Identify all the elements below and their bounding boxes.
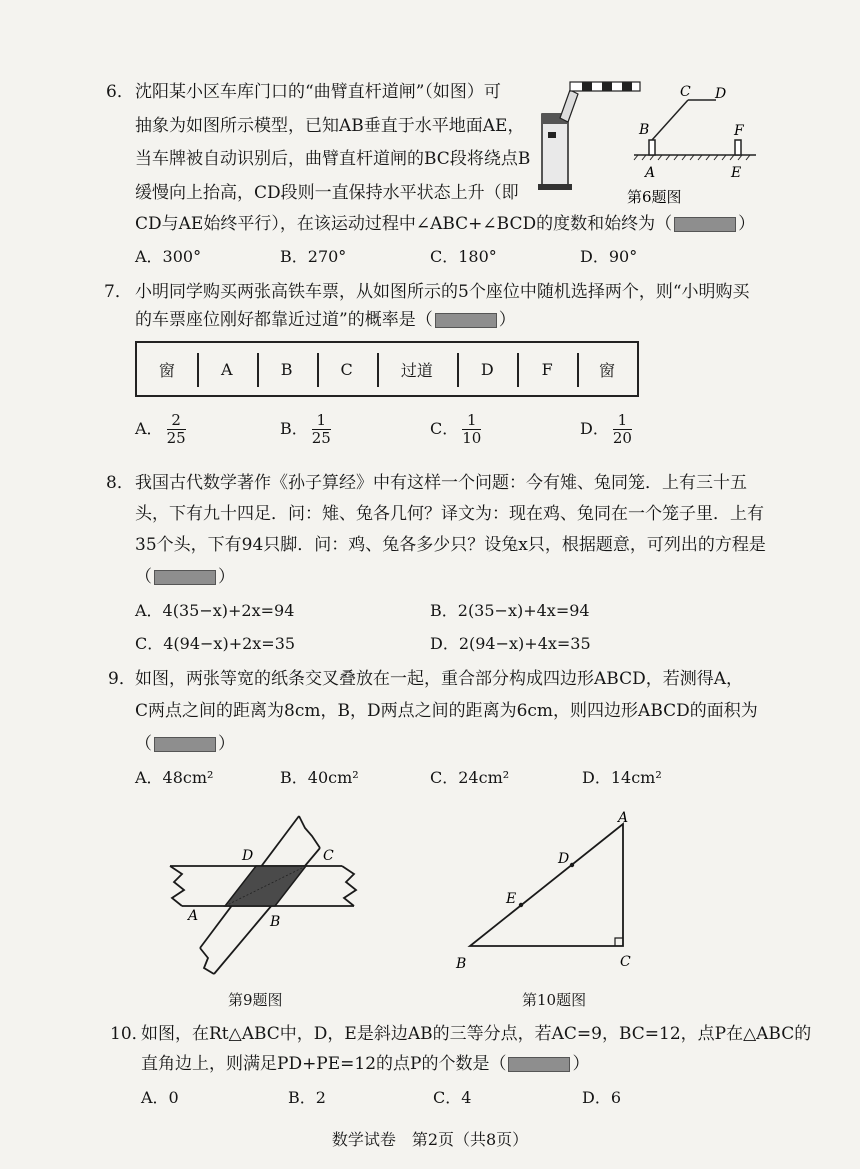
q9-figure-caption: 第9题图 (228, 991, 283, 1009)
q6-line-3: 当车牌被自动识别后，曲臂直杆道闸的BC段将绕点B (135, 149, 531, 169)
q6-line-5-text: CD与AE始终平行），在该运动过程中∠ABC+∠BCD的度数和始终为（ (135, 214, 673, 234)
q10-figure (450, 806, 650, 976)
q10-paren-close: ） (572, 1054, 590, 1074)
q9-option-a[interactable]: A．48cm² (135, 768, 214, 787)
label-b: B (639, 122, 650, 138)
numerator: 2 (171, 411, 181, 429)
q9-paren-close: ） (218, 734, 235, 754)
label-a: A (618, 810, 629, 826)
q10-option-b[interactable]: B．2 (288, 1088, 326, 1107)
label-a: A (188, 908, 199, 924)
page-footer: 数学试卷 第2页（共8页） (331, 1130, 529, 1149)
q9-number: 9． (108, 669, 136, 689)
q10-figure-caption: 第10题图 (522, 991, 587, 1009)
option-letter: A． (135, 419, 163, 438)
answer-blank[interactable] (154, 570, 216, 585)
option-letter: C． (430, 419, 459, 438)
q10-option-a[interactable]: A．0 (141, 1088, 179, 1107)
q6-option-c[interactable]: C．180° (430, 247, 497, 266)
q8-line-1: 我国古代数学著作《孙子算经》中有这样一个问题：今有雉、兔同笼．上有三十五 (135, 473, 747, 493)
option-letter: B． (280, 419, 308, 438)
label-b: B (270, 914, 281, 930)
q10-option-d[interactable]: D．6 (582, 1088, 622, 1107)
q6-line-1: 沈阳某小区车库门口的“曲臂直杆道闸”（如图）可 (135, 82, 501, 102)
q10-line-2 (141, 1053, 589, 1075)
q9-answer-line (135, 733, 235, 755)
q6-line-5 (135, 213, 755, 235)
q9-option-d[interactable]: D．14cm² (582, 768, 662, 787)
numerator: 1 (617, 411, 628, 429)
q6-option-a[interactable]: A．300° (135, 247, 202, 266)
q7-number: 7． (104, 282, 132, 302)
label-d: D (242, 848, 254, 864)
barrier-gate-drawing (538, 82, 640, 190)
q7-line-2 (135, 309, 516, 331)
q8-option-d[interactable]: D．2(94−x)+4x=35 (430, 634, 591, 653)
q8-option-c[interactable]: C．4(94−x)+2x=35 (135, 634, 296, 653)
answer-blank[interactable] (508, 1057, 570, 1072)
q6-figure (530, 70, 770, 210)
answer-blank[interactable] (435, 313, 497, 328)
q7-line-2-text: 的车票座位刚好都靠近过道”的概率是（ (135, 310, 433, 330)
label-c: C (323, 848, 334, 864)
label-a: A (645, 165, 656, 181)
label-e: E (731, 165, 742, 181)
q8-line-3: 35个头，下有94只脚．问：鸡、兔各多少只？设兔x只，根据题意，可列出的方程是 (135, 535, 766, 555)
q8-option-a[interactable]: A．4(35−x)+2x=94 (135, 601, 295, 620)
label-d: D (558, 851, 570, 867)
q9-paren-open: （ (135, 734, 152, 754)
q10-line-1: 如图，在Rt△ABC中，D，E是斜边AB的三等分点，若AC=9，BC=12，点P在△ABC的 (141, 1024, 812, 1044)
label-d: D (715, 86, 727, 102)
seat-map (135, 341, 639, 397)
q8-paren-close: ） (218, 567, 235, 587)
q9-option-b[interactable]: B．40cm² (280, 768, 359, 787)
q6-paren-close: ） (738, 214, 756, 234)
q8-line-2: 头，下有九十四足．问：雉、兔各几何？译文为：现在鸡、兔同在一个笼子里．上有 (135, 504, 764, 524)
q6-number: 6． (106, 82, 134, 102)
fraction (167, 412, 186, 447)
answer-blank[interactable] (674, 217, 736, 232)
answer-blank[interactable] (154, 737, 216, 752)
seat-aisle: 过道 (377, 343, 458, 395)
denominator: 20 (612, 429, 632, 447)
denominator: 25 (311, 429, 331, 447)
label-c: C (620, 954, 631, 970)
fraction (462, 412, 481, 447)
q6-line-2: 抽象为如图所示模型，已知AB垂直于水平地面AE， (135, 116, 525, 136)
q9-figure (160, 808, 370, 978)
q6-figure-caption: 第6题图 (627, 188, 682, 206)
option-letter: D． (580, 419, 609, 438)
q6-option-b[interactable]: B．270° (280, 247, 347, 266)
q7-option-b[interactable] (280, 412, 331, 447)
q6-line-4: 缓慢向上抬高，CD段则一直保持水平状态上升（即 (135, 183, 519, 203)
seat-window-left: 窗 (158, 360, 175, 380)
denominator: 25 (166, 429, 186, 447)
q8-option-b[interactable]: B．2(35−x)+4x=94 (430, 601, 590, 620)
q10-line-2-text: 直角边上，则满足PD+PE=12的点P的个数是（ (141, 1054, 507, 1074)
seat-a: A (197, 343, 257, 395)
label-f: F (734, 123, 744, 139)
q10-number: 10． (110, 1024, 149, 1044)
seat-window-right: 窗 (577, 343, 637, 395)
q6-option-d[interactable]: D．90° (580, 247, 638, 266)
seat-f: F (517, 343, 577, 395)
q8-answer-line (135, 566, 235, 588)
q9-line-2: C两点之间的距离为8cm，B，D两点之间的距离为6cm，则四边形ABCD的面积为 (135, 701, 758, 721)
denominator: 10 (462, 429, 482, 447)
q7-line-1: 小明同学购买两张高铁车票，从如图所示的5个座位中随机选择两个，则“小明购买 (135, 282, 750, 302)
q8-paren-open: （ (135, 567, 152, 587)
seat-b: B (257, 343, 317, 395)
q9-option-c[interactable]: C．24cm² (430, 768, 510, 787)
label-b: B (456, 956, 467, 972)
q7-option-a[interactable] (135, 412, 186, 447)
q7-option-c[interactable] (430, 412, 481, 447)
fraction (312, 412, 331, 447)
q8-number: 8． (106, 473, 134, 493)
q9-line-1: 如图，两张等宽的纸条交叉叠放在一起，重合部分构成四边形ABCD，若测得A， (135, 669, 743, 689)
numerator: 1 (316, 411, 327, 429)
seat-d: D (457, 343, 517, 395)
numerator: 1 (467, 411, 477, 429)
q10-option-c[interactable]: C．4 (433, 1088, 472, 1107)
seat-c: C (317, 343, 377, 395)
q7-paren-close: ） (498, 310, 516, 330)
q7-option-d[interactable] (580, 412, 632, 447)
label-e: E (506, 891, 517, 907)
fraction (613, 412, 632, 447)
label-c: C (680, 84, 691, 100)
